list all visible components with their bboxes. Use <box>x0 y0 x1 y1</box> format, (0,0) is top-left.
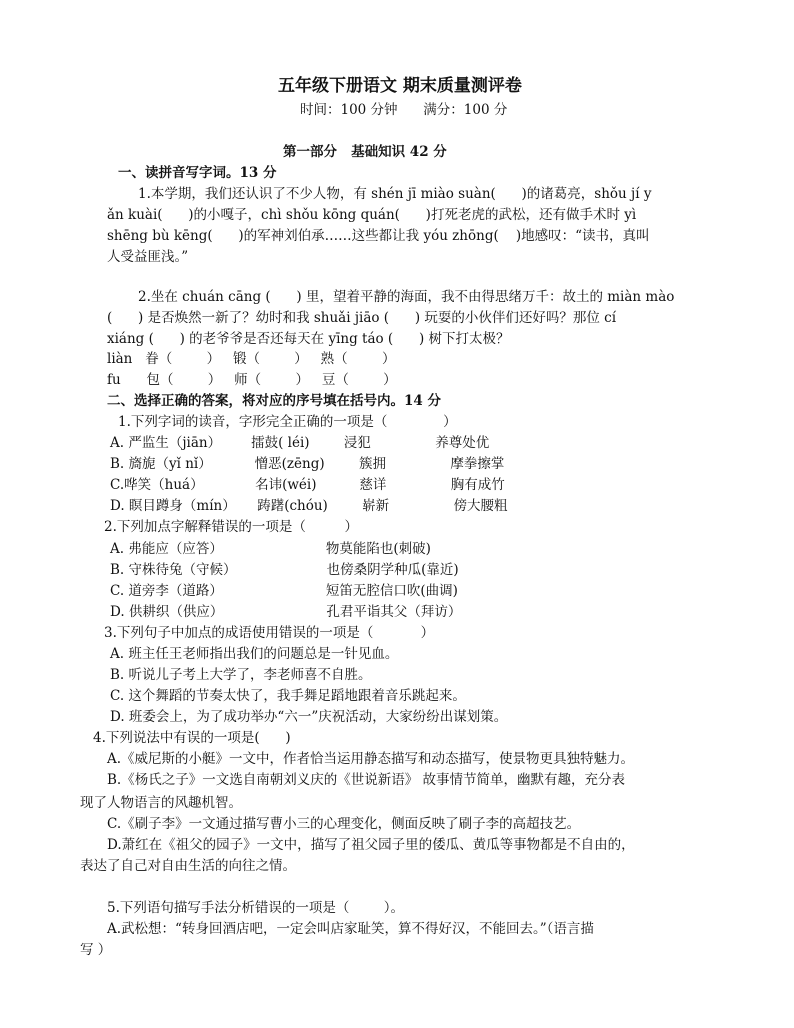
s2-q1-option-b: B. 旖旎（yǐ nǐ） 憎恶(zēng) 簇拥 摩拳擦掌 <box>110 456 505 472</box>
s2-q2: 2.下列加点字解释错误的一项是（ ） <box>104 519 359 535</box>
section-two-heading: 二、选择正确的答案，将对应的序号填在括号内。14 分 <box>107 393 441 409</box>
s2-q3-option-c: C. 这个舞蹈的节奏太快了，我手舞足蹈地跟着音乐跳起来。 <box>110 688 466 704</box>
exam-time-score: 时间：100 分钟 满分：100 分 <box>300 102 508 118</box>
section-one-heading: 一、读拼音写字词。13 分 <box>118 165 277 181</box>
q1-line-4: 人受益匪浅。” <box>107 249 189 265</box>
s2-q4-option-d: D.萧红在《祖父的园子》一文中，描写了祖父园子里的倭瓜、黄瓜等事物都是不自由的， <box>107 837 635 853</box>
s2-q1-option-c: C.哗笑（huá） 名讳(wéi) 慈详 胸有成竹 <box>110 477 505 493</box>
q3-line-2: fu 包（ ） 师（ ） 豆（ ） <box>107 372 397 388</box>
q2-line-3: xiáng ( ) 的老爷爷是否还每天在 yīng táo ( ) 树下打太极？ <box>107 331 510 347</box>
part-one-title: 第一部分 基础知识 42 分 <box>283 144 447 160</box>
q1-line-2: ǎn kuài( )的小嘎子，chì shǒu kōng quán( )打死老虎的武松，还有做手术时 yì <box>107 207 637 223</box>
s2-q2-option-a: A. 弗能应（应答） 物莫能陷也(刺破) <box>110 541 431 557</box>
s2-q3-option-d: D. 班委会上，为了成功举办“六一”庆祝活动，大家纷纷出谋划策。 <box>110 709 508 725</box>
s2-q5-option-a: A.武松想：“转身回酒店吧，一定会叫店家耻笑，算不得好汉，不能回去。”（语言描 <box>107 921 594 937</box>
s2-q4-option-b-cont: 现了人物语言的风趣机智。 <box>80 795 242 811</box>
s2-q4: 4.下列说法中有误的一项是( ) <box>93 730 291 746</box>
exam-title: 五年级下册语文 期末质量测评卷 <box>278 76 522 96</box>
q2-line-2: ( ) 是否焕然一新了？幼时和我 shuǎi jiāo ( ) 玩耍的小伙伴们还好吗？那位 cí <box>107 310 617 326</box>
s2-q5-option-a-cont: 写 ） <box>80 942 112 958</box>
s2-q3: 3.下列句子中加点的成语使用错误的一项是（ ） <box>104 625 435 641</box>
s2-q1-option-d: D. 瞑目蹲身（mín） 踌躇(chóu) 崭新 傍大腰粗 <box>110 498 508 514</box>
s2-q2-option-c: C. 道旁李（道路） 短笛无腔信口吹(曲调) <box>110 583 458 599</box>
s2-q4-option-a: A.《威尼斯的小艇》一文中，作者恰当运用静态描写和动态描写，使景物更具独特魅力。 <box>107 751 635 767</box>
s2-q2-option-d: D. 供耕织（供应） 孔君平诣其父（拜访） <box>110 604 462 620</box>
s2-q4-option-b: B.《杨氏之子》一文选自南朝刘义庆的《世说新语》 故事情节简单，幽默有趣，充分表 <box>107 772 626 788</box>
s2-q1: 1.下列字词的读音，字形完全正确的一项是（ ） <box>118 414 457 430</box>
q1-line-3: shēng bù kēng( )的军神刘伯承……这些都让我 yóu zhōng( )地感叹：“读书，真叫 <box>107 228 650 244</box>
s2-q4-option-c: C.《刷子李》一文通过描写曹小三的心理变化，侧面反映了刷子李的高超技艺。 <box>107 816 581 832</box>
s2-q3-option-a: A. 班主任王老师指出我们的问题总是一针见血。 <box>110 646 399 662</box>
s2-q1-option-a: A. 严监生（jiān） 擂鼓( léi) 浸犯 养尊处优 <box>110 435 490 451</box>
s2-q5: 5.下列语句描写手法分析错误的一项是（ ）。 <box>107 900 404 916</box>
q1-line-1: 1.本学期，我们还认识了不少人物，有 shén jī miào suàn( )的诸葛亮，shǒu jí y <box>138 186 652 202</box>
s2-q2-option-b: B. 守株待兔（守候） 也傍桑阴学种瓜(靠近) <box>110 562 459 578</box>
q3-line-1: liàn 眷（ ） 锻（ ） 熟（ ） <box>107 351 396 367</box>
s2-q3-option-b: B. 听说儿子考上大学了，李老师喜不自胜。 <box>110 667 372 683</box>
s2-q4-option-d-cont: 表达了自己对自由生活的向往之情。 <box>80 858 296 874</box>
q2-line-1: 2.坐在 chuán cāng ( ) 里，望着平静的海面，我不由得思绪万千：故土的 miàn mào <box>138 289 675 305</box>
